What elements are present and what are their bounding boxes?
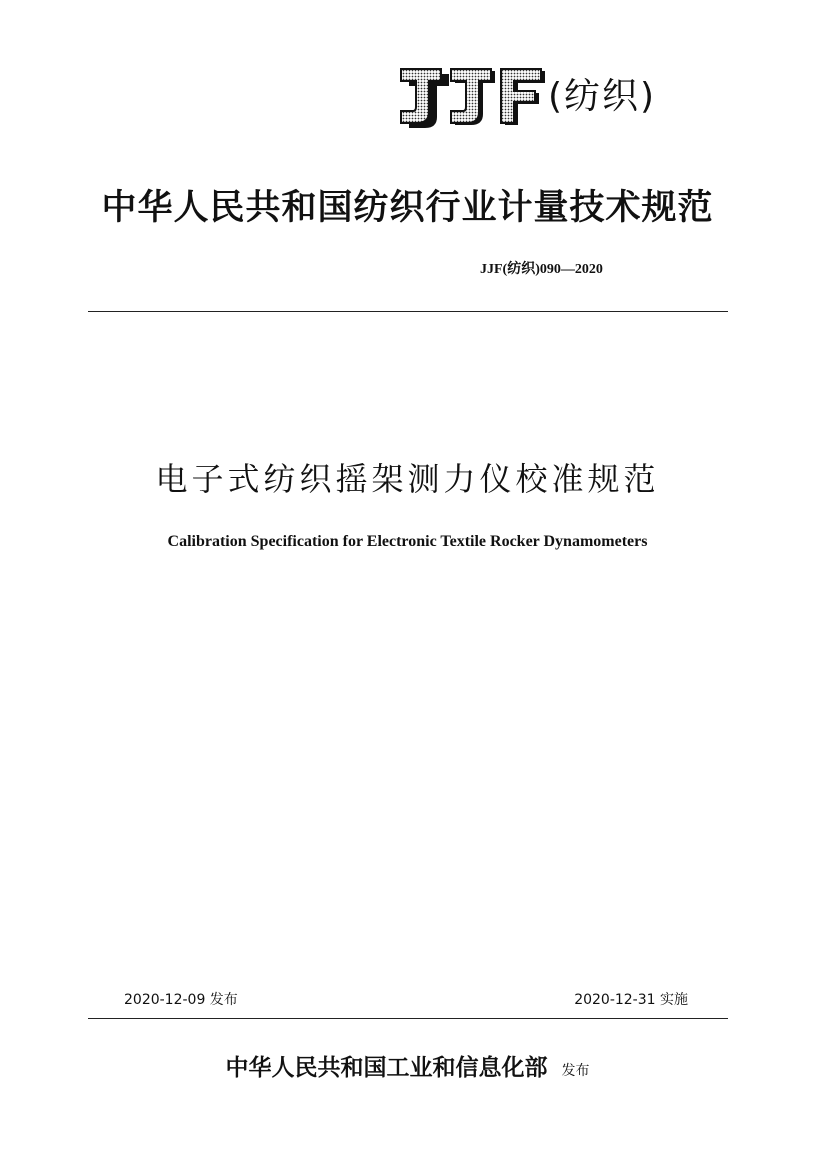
publisher-line <box>0 1049 815 1082</box>
document-title: 电子式纺织摇架测力仪校准规范 <box>155 460 660 498</box>
issue-date: 2020-12-09 发布 <box>124 992 238 1008</box>
logo-subtitle: (纺织) <box>548 76 657 117</box>
document-title-english: Calibration Specification for Electronic Textile Rocker Dynamometers <box>167 533 648 550</box>
series-title: 中华人民共和国纺织行业计量技术规范 <box>101 187 714 228</box>
standard-number: JJF(纺织)090—2020 <box>480 262 603 277</box>
jjf-logo <box>396 66 656 128</box>
publisher-action: 发布 <box>561 1063 590 1079</box>
implementation-date: 2020-12-31 实施 <box>574 992 688 1008</box>
jjf-logo-icon <box>396 66 546 128</box>
publisher-name: 中华人民共和国工业和信息化部 <box>225 1054 548 1081</box>
top-divider <box>88 311 728 312</box>
bottom-divider <box>88 1018 728 1019</box>
